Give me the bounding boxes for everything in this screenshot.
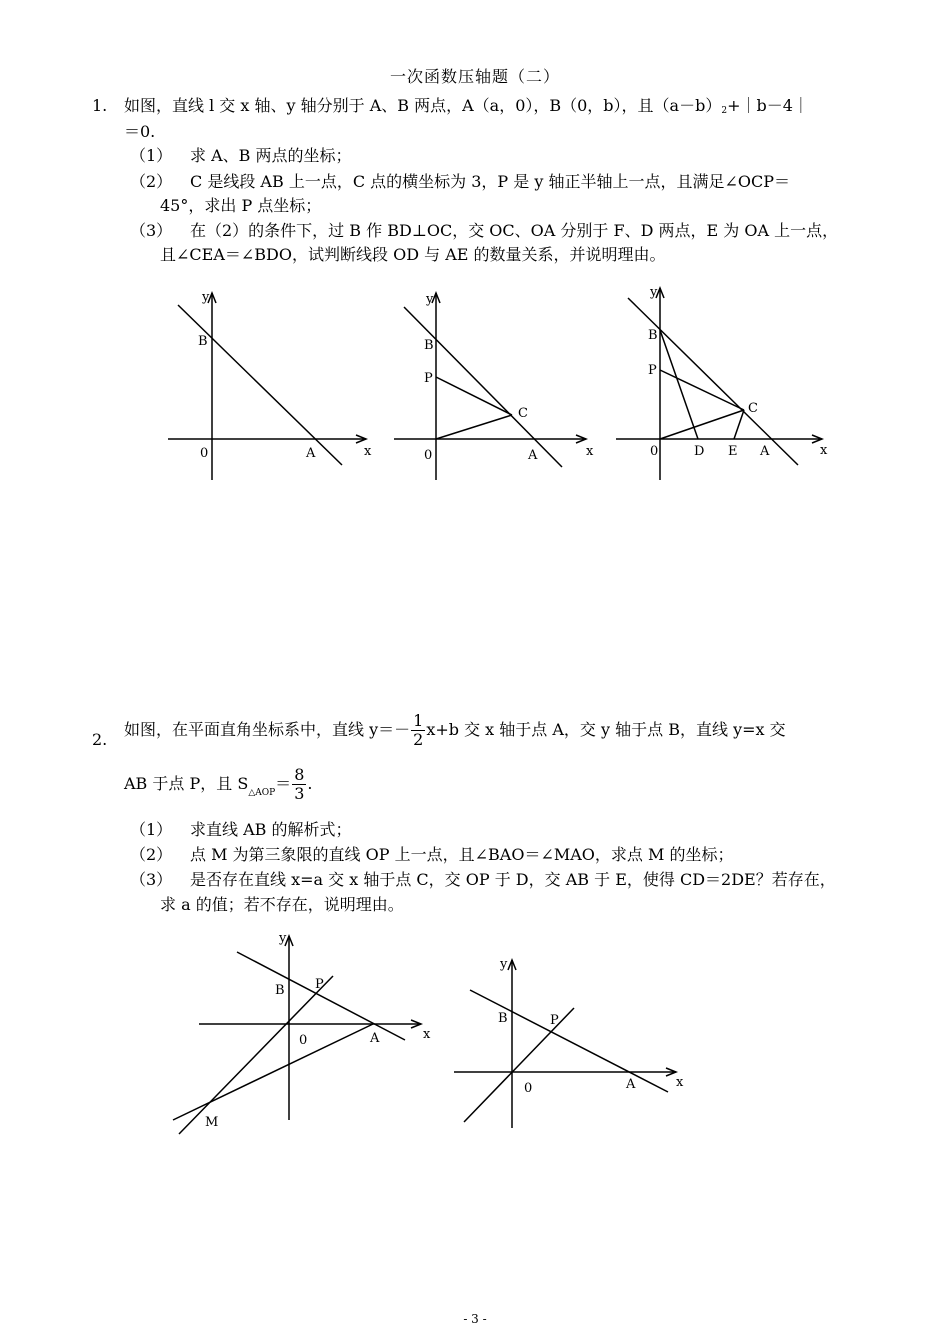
q2-sub2-text: 点 M 为第三象限的直线 OP 上一点，且∠BAO＝∠MAO，求点 M 的坐标；	[190, 845, 734, 864]
q1-sub2-label: （2）	[130, 172, 173, 191]
label-P: P	[424, 371, 433, 386]
label-x: x	[676, 1075, 684, 1090]
segment-oc	[660, 410, 744, 439]
segment-oc	[436, 415, 512, 439]
q2-sub1-label: （1）	[130, 820, 173, 839]
q1-sub3-cont: 且∠CEA＝∠BDO，试判断线段 OD 与 AE 的数量关系，并说明理由。	[160, 245, 666, 264]
q2-figure-1	[165, 930, 445, 1140]
label-M: M	[205, 1115, 219, 1130]
label-B: B	[498, 1011, 508, 1026]
q2-sub3-cont: 求 a 的值；若不存在，说明理由。	[160, 895, 404, 914]
label-y: y	[650, 285, 658, 300]
segment-bd	[660, 330, 698, 439]
label-E: E	[728, 444, 738, 459]
page-number: - 3 -	[463, 1312, 487, 1326]
label-P: P	[315, 977, 324, 992]
q1-sub3-text: 在（2）的条件下，过 B 作 BD⊥OC，交 OC、OA 分别于 F、D 两点，E 为 OA 上一点，	[190, 221, 839, 240]
q1-sub3-label: （3）	[130, 221, 173, 240]
fraction-eight-thirds: $\frac{8}{3}$	[294, 765, 305, 803]
label-O: 0	[424, 448, 433, 463]
label-A: A	[626, 1077, 636, 1092]
q1-sub2-text: C 是线段 AB 上一点，C 点的横坐标为 3，P 是 y 轴正半轴上一点，且满足∠OCP＝	[190, 172, 791, 191]
label-C: C	[748, 401, 758, 416]
q2-line1: 如图，在平面直角坐标系中，直线 y＝－ $\frac{1}{2}$ x+b 交 x 轴于点 A，交 y 轴于点 B，直线 y=x 交	[124, 711, 786, 749]
q2-number: 2.	[92, 730, 108, 749]
label-O: 0	[200, 446, 209, 461]
line-ab	[470, 990, 668, 1092]
label-A: A	[528, 448, 538, 463]
fraction-one-half: $\frac{1}{2}$	[413, 711, 424, 749]
q1-line1: 如图，直线 l 交 x 轴、y 轴分别于 A、B 两点，A（a，0），B（0，b），且$(a-b)_2+|b-4|$	[124, 96, 809, 116]
q1-sub1-text: 求 A、B 两点的坐标；	[190, 146, 352, 165]
q2-sub1-text: 求直线 AB 的解析式；	[190, 820, 352, 839]
label-y: y	[279, 931, 287, 946]
label-x: x	[586, 444, 594, 459]
label-O: 0	[299, 1033, 308, 1048]
label-y: y	[500, 957, 508, 972]
label-O: 0	[524, 1081, 533, 1096]
label-x: x	[820, 443, 828, 458]
area-subscript: △AOP	[248, 788, 276, 798]
label-C: C	[518, 406, 528, 421]
page-title: 一次函数压轴题（二）	[389, 67, 560, 86]
q2-sub3-label: （3）	[130, 870, 173, 889]
label-A: A	[370, 1031, 380, 1046]
q2-sub2-label: （2）	[130, 845, 173, 864]
label-x: x	[423, 1027, 431, 1042]
label-B: B	[198, 334, 208, 349]
label-A: A	[306, 446, 316, 461]
label-B: B	[424, 338, 434, 353]
label-y: y	[426, 292, 434, 307]
line-l	[178, 305, 342, 465]
line-ab	[237, 952, 405, 1040]
q1-figure-2	[390, 285, 600, 485]
label-P: P	[648, 363, 657, 378]
q1-number: 1.	[92, 96, 108, 115]
label-A: A	[760, 444, 770, 459]
q1-sub2-cont: 45°，求出 P 点坐标；	[160, 196, 322, 215]
label-x: x	[364, 444, 372, 459]
line-ab	[404, 307, 562, 467]
label-O: 0	[650, 444, 659, 459]
q1-figure-1	[160, 285, 370, 485]
q2-line2: AB 于点 P，且 $S_{\triangle AOP}=$ $\frac{8}{3}$ .	[124, 765, 313, 803]
label-P: P	[550, 1013, 559, 1028]
q2-sub3-text: 是否存在直线 x=a 交 x 轴于点 C，交 OP 于 D，交 AB 于 E，使得 CD＝2DE？若存在，	[190, 870, 836, 889]
label-D: D	[694, 444, 705, 459]
label-B: B	[648, 328, 658, 343]
q2-figure-2	[450, 952, 700, 1132]
q1-line2: ＝0.	[124, 122, 156, 141]
q1-superscript: 2	[721, 106, 728, 116]
segment-pc	[436, 377, 512, 415]
q1-figure-3	[612, 280, 837, 485]
line-ab	[628, 298, 798, 465]
segment-pc	[660, 370, 744, 410]
segment-ce	[734, 410, 744, 439]
label-B: B	[275, 983, 285, 998]
q1-sub1-label: （1）	[130, 146, 173, 165]
label-y: y	[202, 290, 210, 305]
